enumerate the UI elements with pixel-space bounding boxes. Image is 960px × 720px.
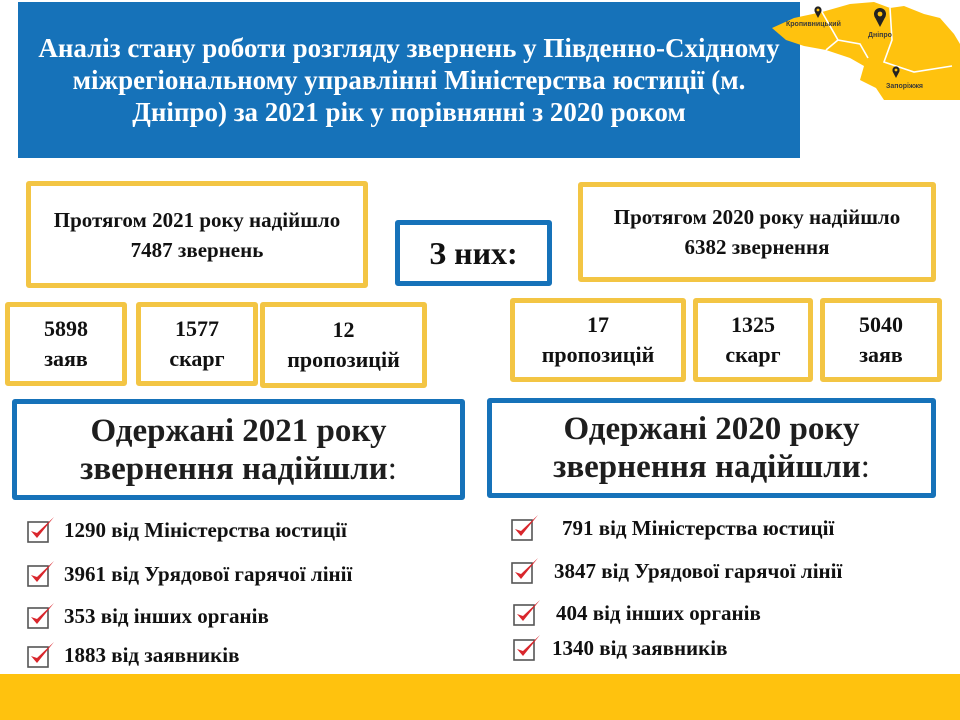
summary-2021-text: Протягом 2021 року надійшло 7487 звернень [53,207,341,262]
list-item-text: 1883 від заявників [64,642,240,667]
count-number: 5040 [859,312,903,337]
list-item [26,640,239,670]
checkbox-checked-icon [510,513,540,543]
count-number: 17 [586,312,609,337]
header-2021-line2: звернення надійшли [80,450,388,487]
count-number: 1325 [731,312,775,337]
section-header-2021 [12,399,465,500]
count-label: пропозицій [541,342,655,367]
checkbox-checked-icon [26,515,56,545]
list-item [26,601,269,631]
checkbox-checked-icon [26,559,56,589]
header-colon: : [860,449,870,485]
list-item-text: 353 від інших органів [64,603,269,628]
count-number: 12 [332,317,355,342]
checkbox-checked-icon [510,556,540,586]
count-box [693,298,813,382]
list-item [26,559,352,589]
header-colon: : [387,450,397,487]
count-box [820,298,942,382]
list-item-text: 1340 від заявників [552,635,728,660]
list-item-text: 791 від Міністерства юстиції [562,515,835,540]
list-item [512,598,761,628]
map-city-label: Кропивницький [786,21,841,28]
count-box [136,302,258,386]
count-box [510,298,686,382]
header-2021-line1: Одержані 2021 року [90,412,387,449]
map-city-label: Дніпро [868,32,892,39]
list-item [26,515,347,545]
count-label: скарг [725,342,781,367]
list-item-text: 1290 від Міністерства юстиції [64,517,347,542]
checkbox-checked-icon [512,598,542,628]
count-number: 5898 [44,316,88,341]
region-map-icon [764,0,960,100]
count-number: 1577 [175,316,219,341]
count-label: заяв [44,346,88,371]
page-title: Аналіз стану роботи розгляду звернень у Південно-Східному міжрегіональному управлінні Міністерства юстиції (м. Дніпро) за 2021 рік у порівнянні з 2020 роком [18,2,800,158]
list-item-text: 3847 від Урядової гарячої лінії [554,558,843,583]
checkbox-checked-icon [26,601,56,631]
count-label: скарг [169,346,225,371]
count-box [5,302,127,386]
list-item-text: 404 від інших органів [556,600,761,625]
of-them-label: З них: [429,234,518,271]
checkbox-checked-icon [26,640,56,670]
list-item [512,633,727,663]
of-them-box [395,220,552,286]
count-box [260,302,427,388]
list-item-text: 3961 від Урядової гарячої лінії [64,561,353,586]
summary-2020-box [578,182,936,282]
map-city-label: Запоріжжя [886,83,924,90]
section-header-2020 [487,398,936,498]
count-label: пропозицій [287,347,400,372]
summary-2020-text: Протягом 2020 року надійшло 6382 звернення [613,205,901,259]
header-2020-line1: Одержані 2020 року [563,411,860,447]
count-label: заяв [859,342,903,367]
header-2020-line2: звернення надійшли [553,449,861,485]
list-item [510,556,842,586]
list-item [510,513,834,543]
bottom-bar [0,674,960,720]
summary-2021-box [26,181,368,288]
checkbox-checked-icon [512,633,542,663]
